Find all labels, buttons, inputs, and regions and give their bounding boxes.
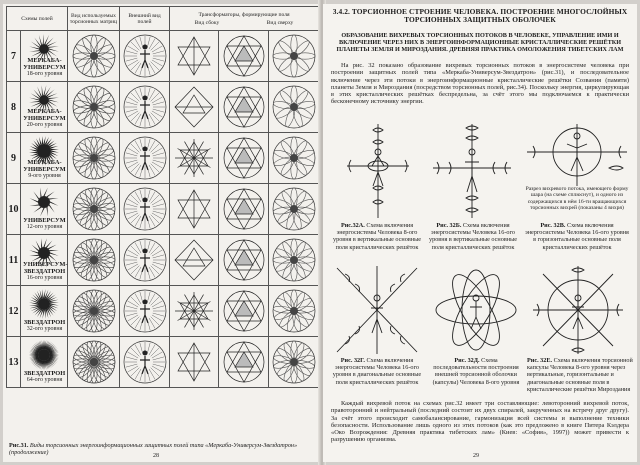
top-view-drawing — [271, 84, 317, 130]
row-number: 8 — [7, 82, 21, 133]
left-caption-label: Рис.31. — [9, 442, 29, 449]
matrix-drawing — [71, 135, 117, 181]
side-view-drawing — [222, 238, 266, 282]
figure-32g — [333, 264, 421, 356]
header-schema: Схемы полей — [7, 7, 68, 31]
table-header-row — [7, 7, 319, 31]
external-field-drawing-cell — [120, 31, 170, 82]
row-number: 11 — [7, 235, 21, 286]
external-field-drawing — [123, 237, 167, 283]
matrix-drawing-cell — [68, 133, 120, 184]
figure-32d-label: Рис. 32Д. — [454, 357, 480, 364]
torsion-fields-table — [6, 6, 319, 388]
matrix-drawing-cell — [68, 82, 120, 133]
table-row — [7, 31, 319, 82]
external-field-drawing-cell — [120, 133, 170, 184]
side-view-drawing — [222, 34, 266, 78]
top-view-drawing — [271, 135, 317, 181]
top-view-drawing — [271, 237, 317, 283]
schema-name: МЕРКАБА-УНИВЕРСУМ — [23, 108, 66, 122]
row-schema — [21, 31, 68, 82]
transformer-drawing-cell — [170, 286, 219, 337]
external-field-drawing-cell — [120, 337, 170, 388]
table-row — [7, 235, 319, 286]
side-view-drawing-cell — [219, 337, 269, 388]
external-field-drawing-cell — [120, 286, 170, 337]
side-view-drawing — [222, 340, 266, 384]
schema-sunburst — [24, 287, 64, 321]
external-field-drawing — [123, 288, 167, 334]
schema-level: 9-ого уровня — [28, 173, 61, 180]
table-row — [7, 286, 319, 337]
schema-label — [23, 160, 66, 180]
row-schema — [21, 286, 68, 337]
table-row — [7, 133, 319, 184]
intro-paragraph: На рис. 32 показано образование вихревых торсионных потоков в энергосистеме человека при построении защитных полей типа «Меркаба-Универсум-Звездатрон» (рис.31), и последовательное включение через эти потоки в энергоинформационные кристаллические решётки Созвания (памяти) планеты Земля и Мироздания (посредством торсионных полей, рис.34). Поскольку энергия, циркулирующая в этих кристаллических решётках беспредельна, за счёт этого мы подключаемся к практически бесконечному источнику энергии. — [331, 62, 629, 106]
matrix-drawing — [71, 339, 117, 385]
figure-32a-text: Схема включения энергосистемы Человека 8-ого уровня в вертикальные основные поля кристаллических решёток — [333, 222, 421, 251]
row-number: 12 — [7, 286, 21, 337]
side-view-drawing-cell — [219, 31, 269, 82]
row-schema — [21, 133, 68, 184]
top-view-drawing-cell — [269, 235, 319, 286]
schema-level: 32-ого уровня — [26, 326, 63, 333]
transformer-drawing-cell — [170, 235, 219, 286]
top-view-drawing — [271, 186, 317, 232]
transformer-drawing-cell — [170, 184, 219, 235]
figure-32g-drawing — [333, 264, 421, 356]
matrix-drawing — [71, 186, 117, 232]
table-row — [7, 82, 319, 133]
left-page-number: 28 — [153, 453, 159, 459]
schema-label — [23, 218, 66, 231]
schema-label — [23, 371, 66, 384]
schema-name: УНИВЕРСУМ-ЗВЕЗДАТРОН — [23, 261, 68, 275]
left-caption — [9, 442, 314, 456]
figure-32g-text: Схема включения энергосистемы Человека 16-ого уровня в диагональные основные поля кристаллических решёток — [332, 357, 422, 386]
table-body — [7, 31, 319, 388]
header-top: Вид сверху — [266, 19, 294, 26]
external-field-drawing — [123, 135, 167, 181]
schema-name: МЕРКАБА-УНИВЕРСУМ — [23, 159, 66, 173]
external-field-drawing — [123, 33, 167, 79]
figure-32e-drawing — [529, 264, 627, 356]
schema-sunburst — [24, 338, 64, 372]
side-view-drawing — [222, 136, 266, 180]
transformer-drawing-cell — [170, 133, 219, 184]
side-view-drawing-cell — [219, 184, 269, 235]
figure-32a-drawing — [337, 122, 419, 220]
table-row — [7, 184, 319, 235]
figure-32a-caption — [329, 222, 425, 251]
row-number: 9 — [7, 133, 21, 184]
header-matrix: Вид используемых торсионных матриц — [68, 7, 120, 31]
figure-32b-caption — [425, 222, 521, 251]
schema-name: ЗВЕЗДАТРОН — [23, 369, 66, 377]
right-page-number: 29 — [473, 453, 479, 459]
transformer-drawing-cell — [170, 31, 219, 82]
right-page — [323, 4, 637, 462]
figure-32e-caption — [527, 357, 633, 393]
external-field-drawing-cell — [120, 235, 170, 286]
side-view-drawing-cell — [219, 286, 269, 337]
schema-label — [23, 320, 66, 333]
transformer-drawing — [172, 289, 216, 333]
transformer-drawing — [172, 187, 216, 231]
schema-name: МЕРКАБА-УНИВЕРСУМ — [23, 57, 66, 71]
matrix-drawing-cell — [68, 31, 120, 82]
transformer-drawing — [172, 85, 216, 129]
external-field-drawing — [123, 186, 167, 232]
row-schema — [21, 184, 68, 235]
closing-paragraph: Каждый вихревой поток на схемах рис.32 имеет три составляющие: левоторонний вихревой поток, правоторонний и нейтральный (последний состоит их двух спиралей, закрученных на встречу друг другу). За счёт этого происходит самобалансирование, гармонизация всей системы и выполнение техники безопасности. Использование лишь одного из этих потоков (как это предложено в книге Питера Кэлдера «Око Возрождения: Древняя практика тибетских лам» (Киев: «София», 1997)) может привести к разрушению организма. — [331, 400, 629, 444]
row-number: 13 — [7, 337, 21, 388]
external-field-drawing — [123, 339, 167, 385]
external-field-drawing-cell — [120, 82, 170, 133]
side-view-drawing — [222, 85, 266, 129]
figure-32d — [431, 264, 521, 356]
top-view-drawing — [271, 33, 317, 79]
transformer-drawing — [172, 136, 216, 180]
side-view-drawing-cell — [219, 133, 269, 184]
schema-level: 64-ого уровня — [26, 377, 63, 384]
header-transformers-label: Трансформаторы, формирующие поля — [198, 11, 290, 18]
schema-level: 18-ого уровня — [26, 71, 63, 78]
section-heading: 3.4.2. ТОРСИОННОЕ СТРОЕНИЕ ЧЕЛОВЕКА. ПОСТРОЕНИЕ МНОГОСЛОЙНЫХ ТОРСИОННЫХ ЗАЩИТНЫХ ОБОЛОЧЕК — [332, 7, 628, 25]
matrix-drawing — [71, 33, 117, 79]
header-side: Вид сбоку — [194, 19, 220, 26]
schema-label — [23, 58, 66, 78]
figure-32c-label: Рис. 32В. — [540, 222, 566, 229]
figure-32c — [523, 122, 631, 188]
schema-level: 12-ого уровня — [26, 224, 63, 231]
matrix-drawing — [71, 84, 117, 130]
figure-32c-caption — [523, 222, 631, 251]
matrix-drawing — [71, 237, 117, 283]
figure-32e-label: Рис. 32Е. — [527, 357, 553, 364]
figure-32a-label: Рис.32А. — [340, 222, 365, 229]
matrix-drawing — [71, 288, 117, 334]
matrix-drawing-cell — [68, 286, 120, 337]
row-schema — [21, 235, 68, 286]
top-view-drawing-cell — [269, 184, 319, 235]
matrix-drawing-cell — [68, 337, 120, 388]
external-field-drawing-cell — [120, 184, 170, 235]
figure-32d-caption — [427, 357, 525, 386]
row-number: 7 — [7, 31, 21, 82]
schema-label — [23, 109, 66, 129]
figure-32c-drawing — [523, 122, 631, 188]
transformer-drawing — [172, 340, 216, 384]
schema-name: ЗВЕЗДАТРОН — [23, 318, 66, 326]
figure-32a — [337, 122, 419, 220]
top-view-drawing-cell — [269, 286, 319, 337]
row-number: 10 — [7, 184, 21, 235]
table-row — [7, 337, 319, 388]
transformer-drawing — [172, 238, 216, 282]
figure-side-caption: Разрез вихревого потока, имеющего форму шара (на схеме сплюснут), и одного из содержащихся в нём 16-ти вращающихся торсионных вихрей (показаны 4 вихря) — [525, 186, 629, 212]
figure-32g-caption — [327, 357, 427, 386]
figure-32e-text: Схема включения торсионной капсулы Человека 8-ого уровня через вертикальные, горизонтальные и диагональные основные поля в кристаллические решётки Мироздания — [527, 357, 633, 393]
figure-32b-label: Рис. 32Б. — [436, 222, 462, 229]
top-view-drawing-cell — [269, 133, 319, 184]
figure-32d-text: Схема последовательности построения внешней торсионной оболочки (капсулы) Человека 8-ого уровня — [432, 357, 520, 386]
schema-level: 20-ого уровня — [26, 122, 63, 129]
top-view-drawing-cell — [269, 82, 319, 133]
figure-32b-drawing — [429, 122, 515, 220]
top-view-drawing — [271, 288, 317, 334]
left-caption-text: Виды торсионных энергоинформационных защитных полей типа «Меркаба-Универсум-Звездатрон» (продолжение) — [9, 442, 298, 456]
figure-32b-text: Схема включения энергосистемы Человека 16-ого уровня в вертикальные основные поля кристаллических решёток — [429, 222, 517, 251]
side-view-drawing — [222, 187, 266, 231]
matrix-drawing-cell — [68, 235, 120, 286]
top-view-drawing-cell — [269, 337, 319, 388]
side-view-drawing-cell — [219, 82, 269, 133]
transformer-drawing-cell — [170, 82, 219, 133]
schema-level: 16-ого уровня — [26, 275, 63, 282]
transformer-drawing — [172, 34, 216, 78]
schema-sunburst — [24, 185, 64, 219]
side-view-drawing-cell — [219, 235, 269, 286]
top-view-drawing-cell — [269, 31, 319, 82]
figure-32g-label: Рис. 32Г. — [340, 357, 365, 364]
figure-32d-drawing — [431, 264, 521, 356]
row-schema — [21, 337, 68, 388]
side-view-drawing — [222, 289, 266, 333]
schema-name: УНИВЕРСУМ — [23, 216, 66, 224]
section-subheading: ОБРАЗОВАНИЕ ВИХРЕВЫХ ТОРСИОННЫХ ПОТОКОВ В ЧЕЛОВЕКЕ, УПРАВЛЕНИЕ ИМИ И ВКЛЮЧЕНИЕ ЧЕРЕЗ НИХ В ЭНЕРГОИНФОРМАЦИОННЫЕ КРИСТАЛЛИЧЕСКИЕ РЕШЁТКИ ПЛАНЕТЫ ЗЕМЛЯ И МИРОЗДАНИЯ. ДРЕВНЯЯ ПРАКТИКА ОМОЛОЖЕНИЯ ТИБЕТСКИХ ЛАМ — [336, 32, 624, 53]
figure-32b — [429, 122, 515, 220]
transformer-drawing-cell — [170, 337, 219, 388]
external-field-drawing — [123, 84, 167, 130]
top-view-drawing — [271, 339, 317, 385]
matrix-drawing-cell — [68, 184, 120, 235]
figure-32e — [529, 264, 627, 356]
header-external: Внешний вид полей — [120, 7, 170, 31]
left-page — [3, 4, 321, 462]
schema-label — [23, 262, 66, 282]
header-transformers — [170, 7, 319, 31]
figure-32c-text: Схема включения энергосистемы Человека 16-ого уровня в горизонтальные основные поля кристаллических решёток — [525, 222, 629, 251]
row-schema — [21, 82, 68, 133]
